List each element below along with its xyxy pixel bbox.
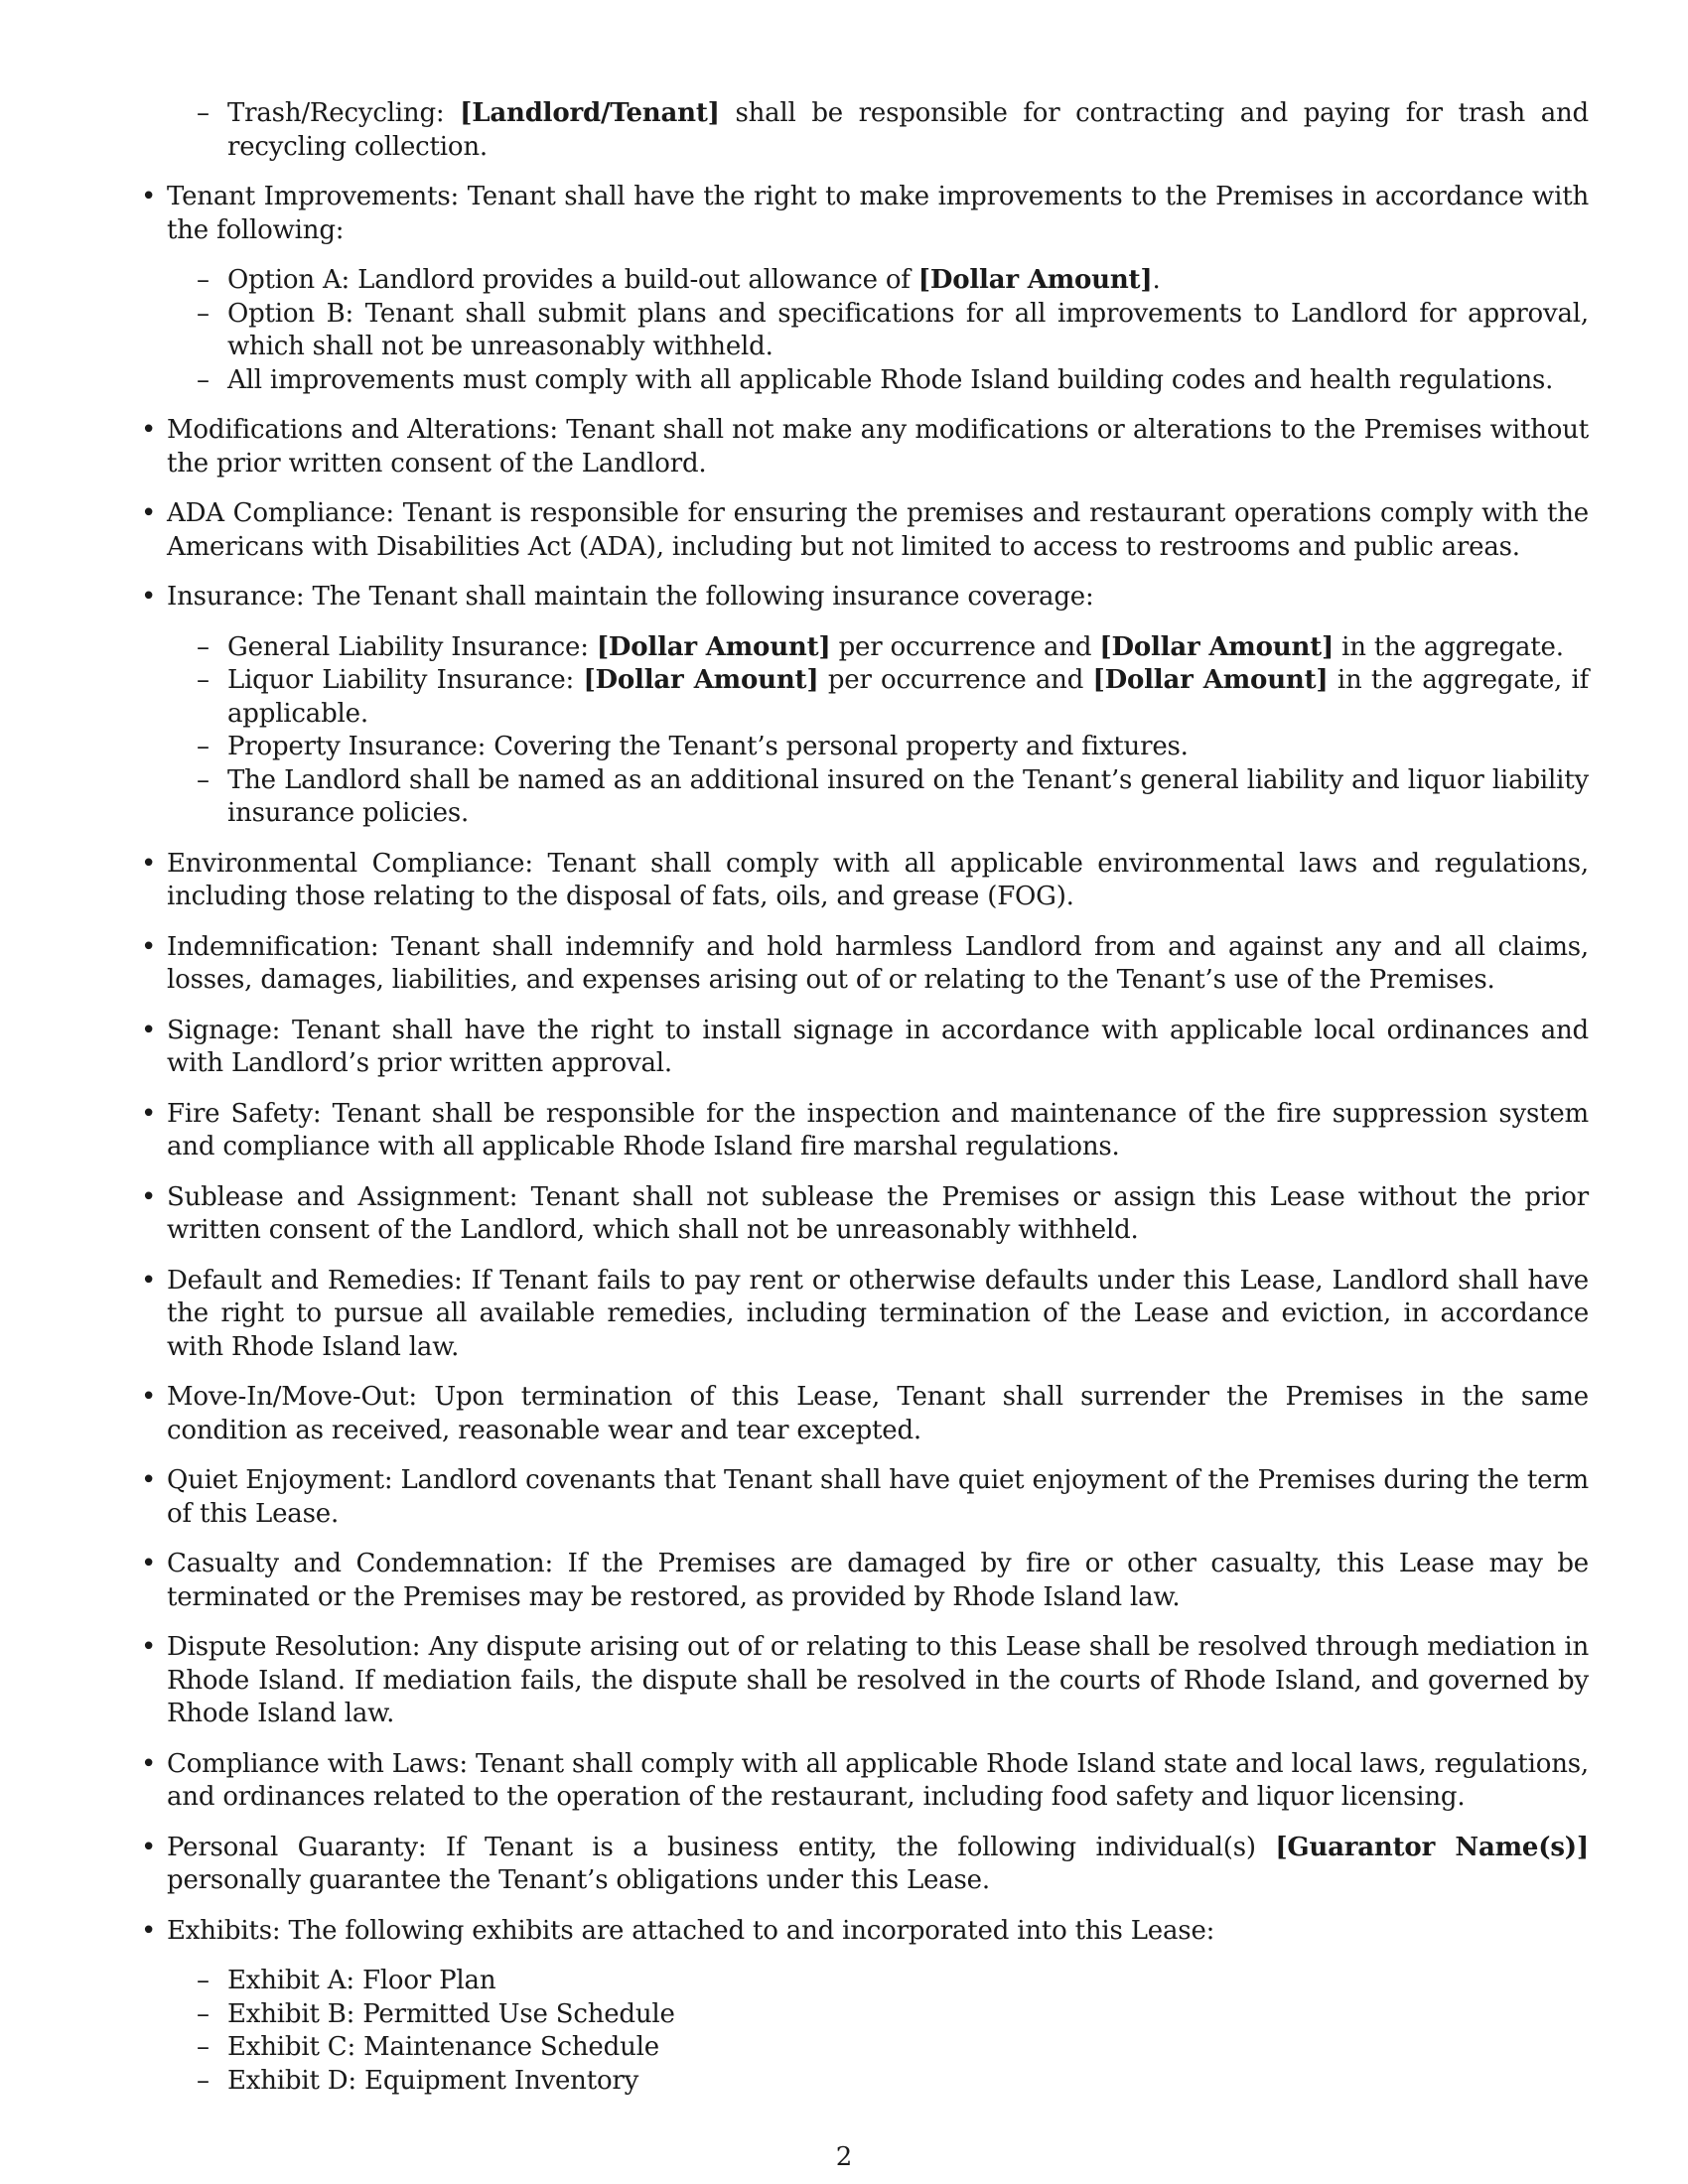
indemnification-clause: • Indemnification: Tenant shall indemnify and hold harmless Landlord from and against any and all claims, losses, damages, liabilities, and expenses arising out of or relating to the Tenant’s use of the Premises. bbox=[167, 931, 1589, 998]
exhibit-b: – Exhibit B: Permitted Use Schedule bbox=[227, 1998, 1589, 2032]
option-b: – Option B: Tenant shall submit plans and specifications for all improvements to Landlord for approval, which shall not be unreasonably withheld. bbox=[227, 298, 1589, 364]
insurance-coverage-list bbox=[227, 631, 1589, 831]
exhibit-d: – Exhibit D: Equipment Inventory bbox=[227, 2065, 1589, 2099]
tenant-improvements-options bbox=[227, 264, 1589, 397]
exhibit-c: – Exhibit C: Maintenance Schedule bbox=[227, 2031, 1589, 2065]
exhibit-a: – Exhibit A: Floor Plan bbox=[227, 1965, 1589, 1998]
quiet-enjoyment-clause: • Quiet Enjoyment: Landlord covenants that Tenant shall have quiet enjoyment of the Premises during the term of this Lease. bbox=[167, 1464, 1589, 1531]
move-in-move-out-clause: • Move-In/Move-Out: Upon termination of this Lease, Tenant shall surrender the Premises in the same condition as received, reasonable wear and tear excepted. bbox=[167, 1381, 1589, 1447]
fire-safety-clause: • Fire Safety: Tenant shall be responsible for the inspection and maintenance of the fire suppression system and compliance with all applicable Rhode Island fire marshal regulations. bbox=[167, 1098, 1589, 1164]
liquor-liability-insurance: – Liquor Liability Insurance: [Dollar Amount] per occurrence and [Dollar Amount] in the aggregate, if applicable. bbox=[227, 664, 1589, 731]
insurance-clause: • Insurance: The Tenant shall maintain the following insurance coverage: – General Liability Insurance: [Dollar Amount] per occurrence and [Dollar Amount] in the aggregate. – Liquor Liability Insurance: [Dollar Amount] per occurrence and [Dollar Amount] in the aggregate, if applicable. – Property Insurance: Covering the Tenant’s personal property and fixtures. – The Landlord shall be named as an additional insured on the Tenant’s general liability and liquor liability insurance policies. bbox=[167, 581, 1589, 831]
casualty-condemnation-clause: • Casualty and Condemnation: If the Premises are damaged by fire or other casualty, this Lease may be terminated or the Premises may be restored, as provided by Rhode Island law. bbox=[167, 1548, 1589, 1614]
compliance-with-laws-clause: • Compliance with Laws: Tenant shall comply with all applicable Rhode Island state and local laws, regulations, and ordinances related to the operation of the restaurant, including food safety and liquor licensing. bbox=[167, 1748, 1589, 1815]
page-number: 2 bbox=[835, 2142, 853, 2172]
personal-guaranty-clause: • Personal Guaranty: If Tenant is a business entity, the following individual(s) [Guarantor Name(s)] personally guarantee the Tenant’s obligations under this Lease. bbox=[167, 1832, 1589, 1898]
signage-clause: • Signage: Tenant shall have the right to install signage in accordance with applicable local ordinances and with Landlord’s prior written approval. bbox=[167, 1015, 1589, 1081]
additional-insured: – The Landlord shall be named as an additional insured on the Tenant’s general liability and liquor liability insurance policies. bbox=[227, 764, 1589, 831]
property-insurance: – Property Insurance: Covering the Tenant’s personal property and fixtures. bbox=[227, 731, 1589, 764]
tenant-improvements-clause: • Tenant Improvements: Tenant shall have the right to make improvements to the Premises in accordance with the following: – Option A: Landlord provides a build-out allowance of [Dollar Amount]. – Option B: Tenant shall submit plans and specifications for all improvements to Landlord for approval, which shall not be unreasonably withheld. – All improvements must comply with all applicable Rhode Island building codes and health regulations. bbox=[167, 181, 1589, 397]
option-a: – Option A: Landlord provides a build-out allowance of [Dollar Amount]. bbox=[227, 264, 1589, 298]
general-liability-insurance: – General Liability Insurance: [Dollar Amount] per occurrence and [Dollar Amount] in the aggregate. bbox=[227, 631, 1589, 665]
dispute-resolution-clause: • Dispute Resolution: Any dispute arising out of or relating to this Lease shall be resolved through mediation in Rhode Island. If mediation fails, the dispute shall be resolved in the courts of Rhode Island, and governed by Rhode Island law. bbox=[167, 1631, 1589, 1731]
modifications-clause: • Modifications and Alterations: Tenant shall not make any modifications or alterations to the Premises without the prior written consent of the Landlord. bbox=[167, 414, 1589, 480]
default-remedies-clause: • Default and Remedies: If Tenant fails to pay rent or otherwise defaults under this Lease, Landlord shall have the right to pursue all available remedies, including termination of the Lease and eviction, in accordance with Rhode Island law. bbox=[167, 1265, 1589, 1365]
document-body bbox=[167, 97, 1589, 2115]
exhibits-clause: • Exhibits: The following exhibits are attached to and incorporated into this Lease: – Exhibit A: Floor Plan – Exhibit B: Permitted Use Schedule – Exhibit C: Maintenance Schedule – Exhibit D: Equipment Inventory bbox=[167, 1915, 1589, 2099]
exhibits-list bbox=[227, 1965, 1589, 2098]
sublease-clause: • Sublease and Assignment: Tenant shall not sublease the Premises or assign this Lease without the prior written consent of the Landlord, which shall not be unreasonably withheld. bbox=[167, 1181, 1589, 1248]
environmental-clause: • Environmental Compliance: Tenant shall comply with all applicable environmental laws and regulations, including those relating to the disposal of fats, oils, and grease (FOG). bbox=[167, 848, 1589, 914]
ada-clause: • ADA Compliance: Tenant is responsible for ensuring the premises and restaurant operations comply with the Americans with Disabilities Act (ADA), including but not limited to access to restrooms and public areas. bbox=[167, 497, 1589, 564]
building-codes-requirement: – All improvements must comply with all applicable Rhode Island building codes and health regulations. bbox=[227, 364, 1589, 398]
trash-recycling-clause: – Trash/Recycling: [Landlord/Tenant] shall be responsible for contracting and paying for trash and recycling collection. bbox=[227, 97, 1589, 164]
